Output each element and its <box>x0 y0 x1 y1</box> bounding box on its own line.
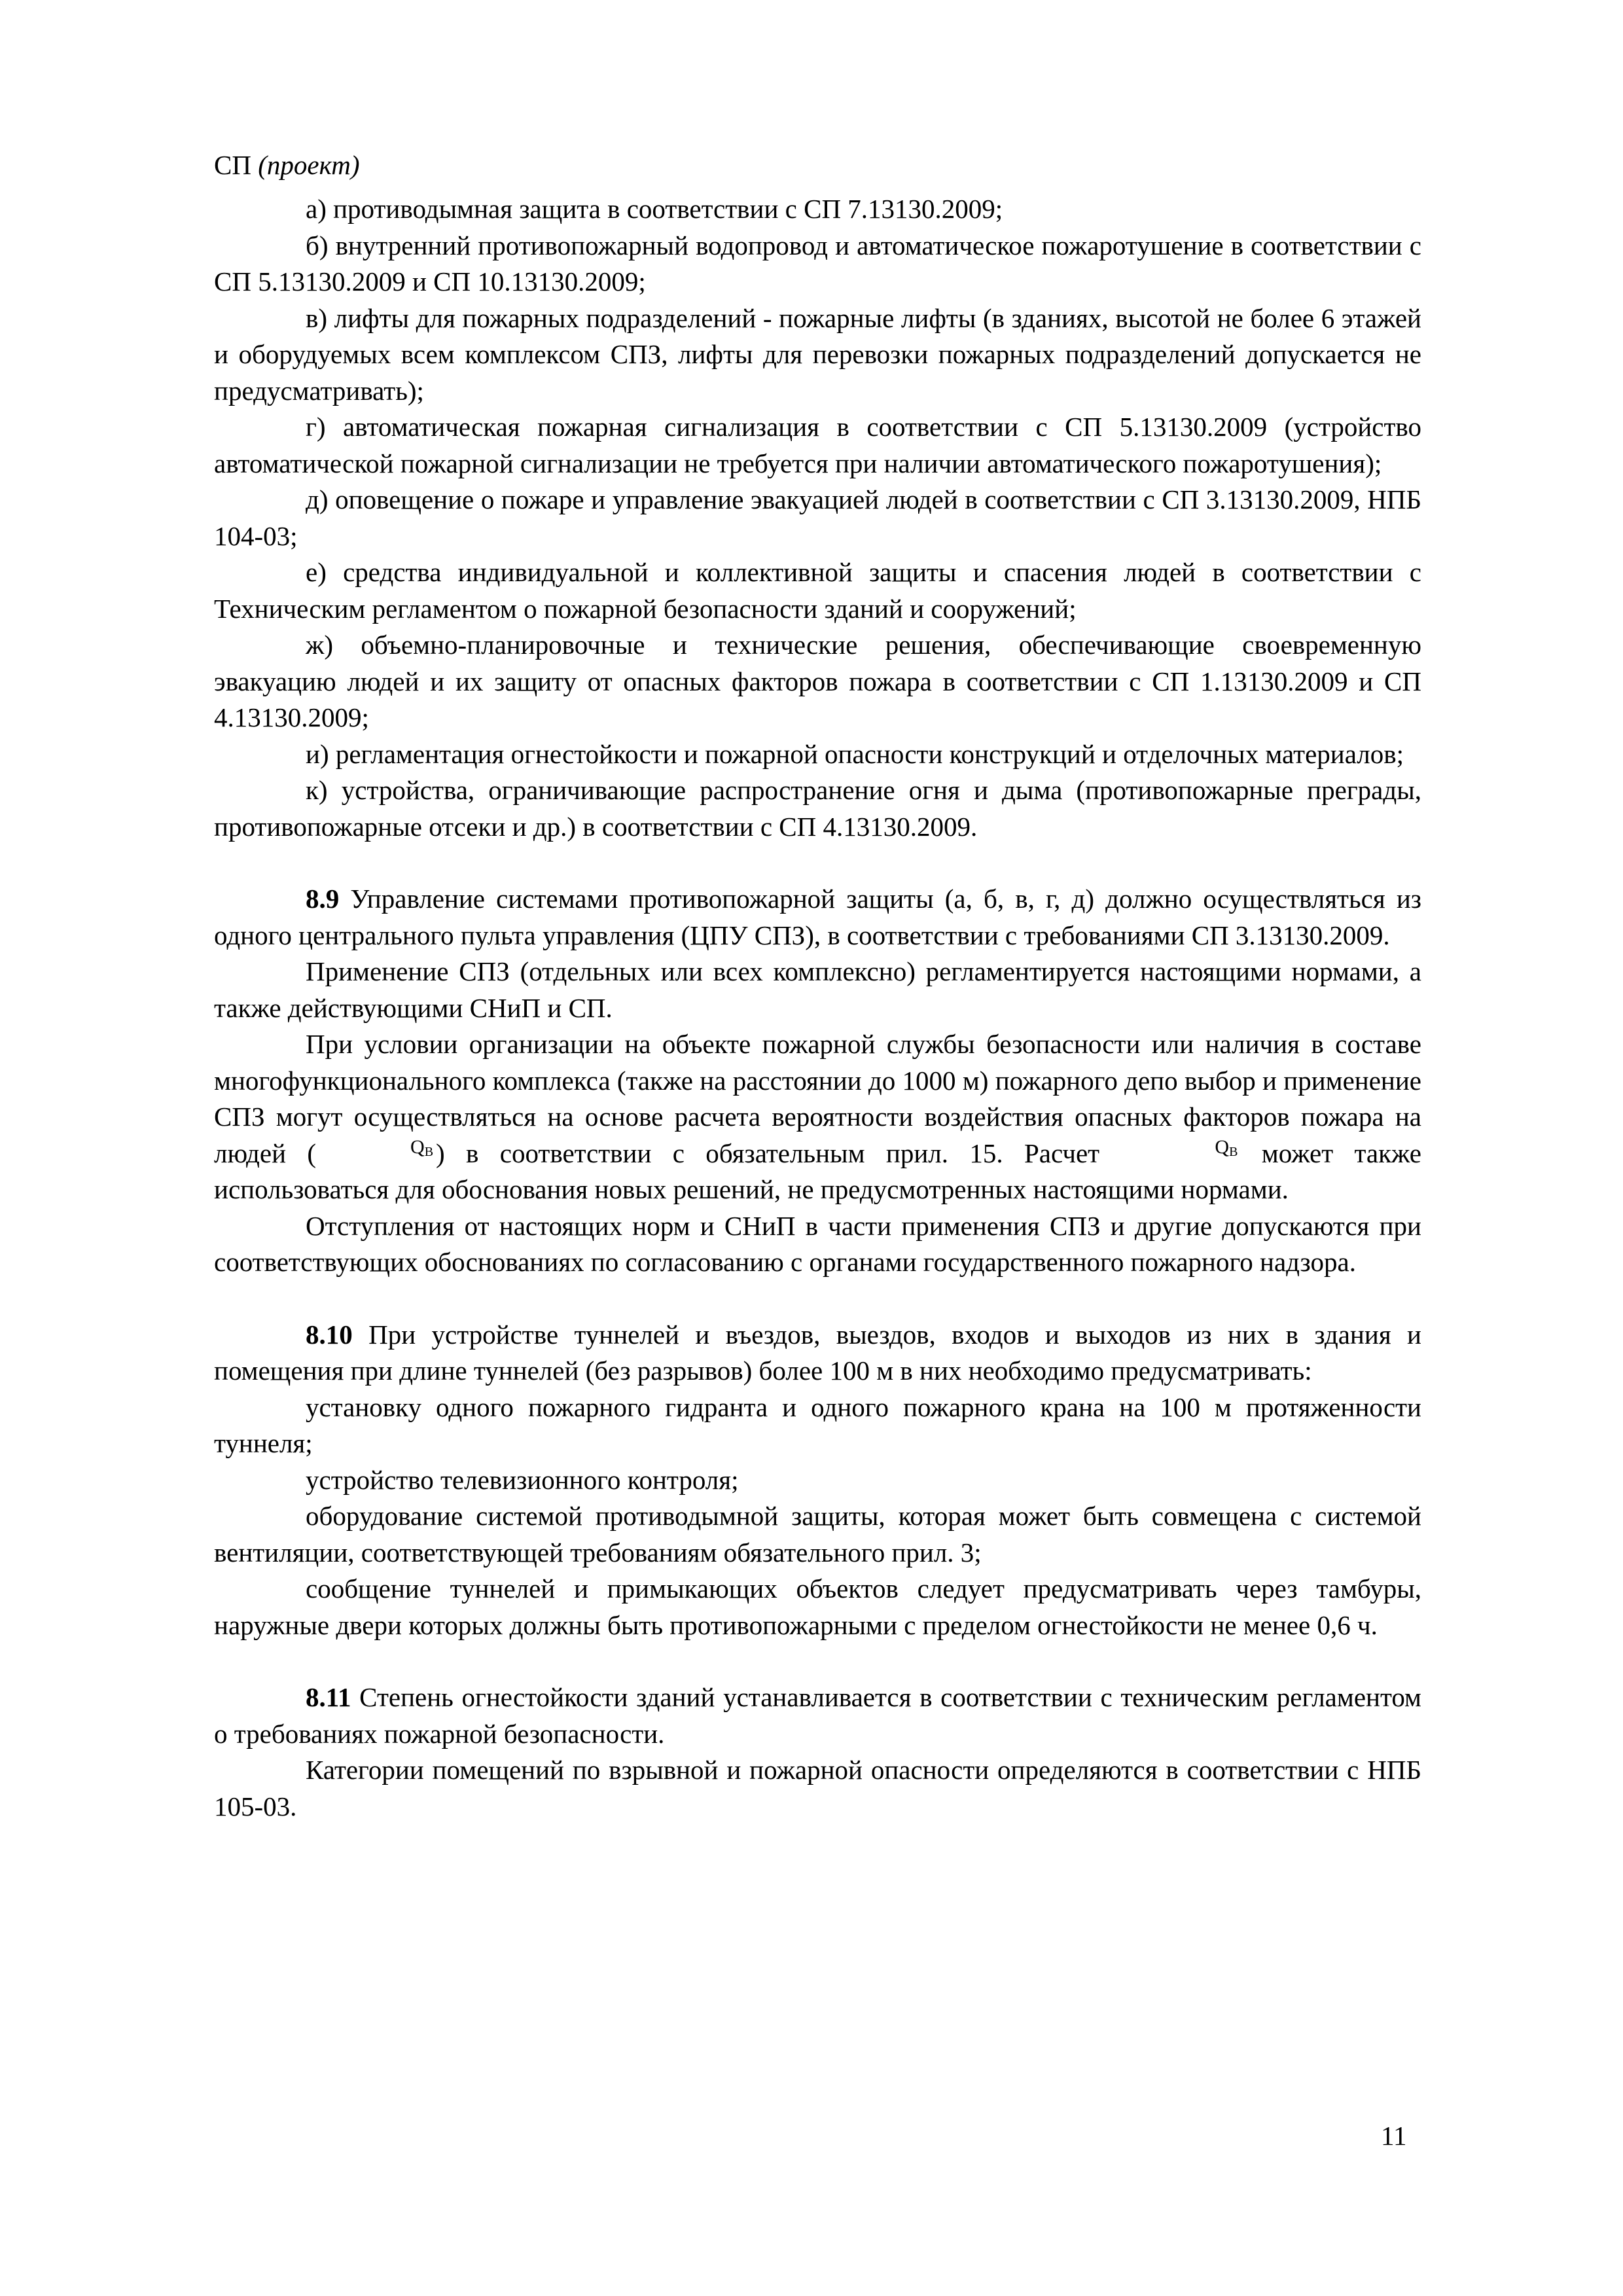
header-prefix: СП <box>214 150 251 180</box>
paragraph-text: может также использоваться для обоснования новых решений, не предусмотренных настоящими нормами. <box>214 1138 1421 1204</box>
paragraph: оборудование системой противодымной защиты, которая может быть совмещена с системой вентиляции, соответствующей требованиям обязательного прил. 3; <box>214 1501 1421 1568</box>
clause-number: 8.11 <box>306 1682 351 1712</box>
paragraph-text: Степень огнестойкости зданий устанавливается в соответствии с техническим регламентом о требованиях пожарной безопасности. <box>214 1682 1421 1749</box>
paragraph-text: Управление системами противопожарной защиты (а, б, в, г, д) должно осуществляться из одного центрального пульта управления (ЦПУ СПЗ), в соответствии с требованиями СП 3.13130.2009. <box>214 884 1421 950</box>
paragraph-text: ) в соответствии с обязательным прил. 15. Расчет <box>436 1138 1121 1168</box>
clause-number: 8.9 <box>306 884 340 914</box>
list-item: в) лифты для пожарных подразделений - пожарные лифты (в зданиях, высотой не более 6 этажей и оборудуемых всем комплексом СПЗ, лифты для перевозки пожарных подразделений допускается не предусматривать); <box>214 302 1421 406</box>
list-item: д) оповещение о пожаре и управление эвакуацией людей в соответствии с СП 3.13130.2009, НПБ 104-03; <box>214 484 1421 551</box>
paragraph <box>214 1026 1421 1208</box>
page-number: 11 <box>1381 2121 1407 2151</box>
list-item: г) автоматическая пожарная сигнализация в соответствии с СП 5.13130.2009 (устройство автоматической пожарной сигнализации не требуется при наличии автоматического пожаротушения); <box>214 412 1421 478</box>
list-item: ж) объемно-планировочные и технические решения, обеспечивающие своевременную эвакуацию людей и их защиту от опасных факторов пожара в соответствии с СП 1.13130.2009 и СП 4.13130.2009; <box>214 630 1421 732</box>
list-item: б) внутренний противопожарный водопровод и автоматическое пожаротушение в соответствии с СП 5.13130.2009 и СП 10.13130.2009; <box>214 230 1421 296</box>
clause-number: 8.10 <box>306 1319 353 1350</box>
measures-list <box>214 191 1421 845</box>
section-8-10 <box>214 1317 1421 1644</box>
paragraph <box>214 881 1421 954</box>
paragraph: Применение СПЗ (отдельных или всех комплексно) регламентируется настоящими нормами, а также действующими СНиП и СП. <box>214 956 1421 1023</box>
section-8-11 <box>214 1679 1421 1825</box>
paragraph-text: При устройстве туннелей и въездов, выездов, входов и выходов из них в здания и помещения при длине туннелей (без разрывов) более 100 м в них необходимо предусматривать: <box>214 1319 1421 1386</box>
section-8-9 <box>214 881 1421 1281</box>
paragraph: установку одного пожарного гидранта и одного пожарного крана на 100 м протяженности туннеля; <box>214 1391 1421 1458</box>
paragraph: Отступления от настоящих норм и СНиП в части применения СПЗ и другие допускаются при соответствующих обоснованиях по согласованию с органами государственного пожарного надзора. <box>214 1210 1421 1277</box>
paragraph <box>214 1679 1421 1752</box>
header-suffix: (проект) <box>258 150 360 180</box>
running-header <box>214 147 1421 183</box>
paragraph: Категории помещений по взрывной и пожарной опасности определяются в соответствии с НПБ 105-03. <box>214 1755 1421 1821</box>
document-page <box>214 147 1421 1825</box>
list-item: а) противодымная защита в соответствии с СП 7.13130.2009; <box>306 194 1003 224</box>
list-item: к) устройства, ограничивающие распространение огня и дыма (противопожарные преграды, противопожарные отсеки и др.) в соответствии с СП 4.13130.2009. <box>214 775 1421 842</box>
probability-symbol: $Q_B$ <box>1215 1136 1238 1159</box>
list-item: е) средства индивидуальной и коллективной защиты и спасения людей в соответствии с Техническим регламентом о пожарной безопасности зданий и сооружений; <box>214 557 1421 624</box>
paragraph <box>214 1317 1421 1390</box>
paragraph-text: При условии организации на объекте пожарной службы безопасности или наличия в составе многофункционального комплекса (также на расстоянии до 1000 м) пожарного депо выбор и применение СПЗ могут осуществляться на основе расчета вероятности воздействия опасных факторов пожара на людей ( <box>214 1029 1421 1168</box>
probability-symbol: $Q_B$ <box>410 1136 434 1159</box>
paragraph: сообщение туннелей и примыкающих объектов следует предусматривать через тамбуры, наружные двери которых должны быть противопожарными с пределом огнестойкости не менее 0,6 ч. <box>214 1573 1421 1640</box>
paragraph: устройство телевизионного контроля; <box>306 1464 739 1495</box>
list-item: и) регламентация огнестойкости и пожарной опасности конструкций и отделочных материалов; <box>306 738 1404 769</box>
